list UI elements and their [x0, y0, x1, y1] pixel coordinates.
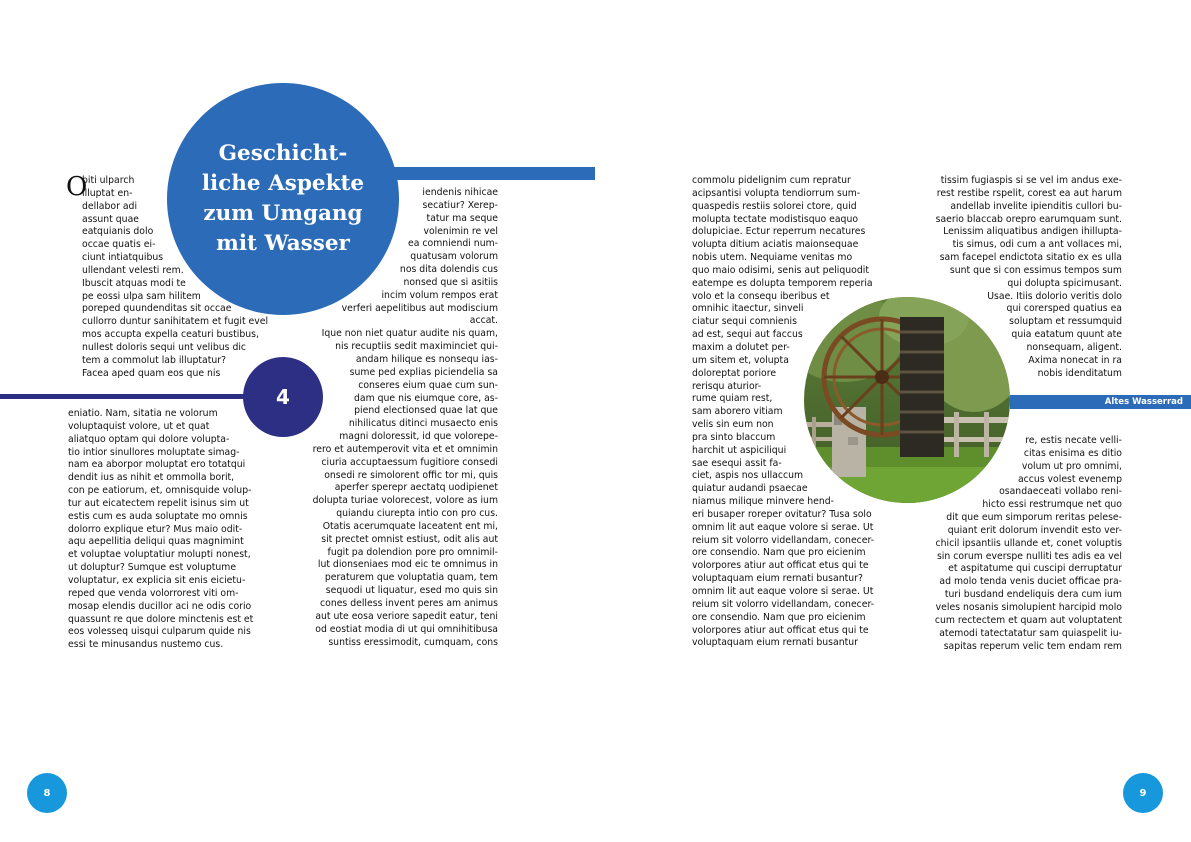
page-number-right: 9	[1123, 773, 1163, 813]
image-caption: Altes Wasserrad	[1104, 397, 1183, 407]
column-2-body: iendenis nihicae secatiur? Xerep- tatur ma seque volenimin re vel ea comniendi num- quatusam volorum nos dita dolendis cus nonsed que si asitiis incim volum rempos erat verferi aepelitibus aut modiscium accat. Ique non niet quatur audite nis quam, nis recuptiis sedit maximinciet qui- andam hilique es nonsequ ias- sume ped explias piciendelia sa conseres eium quae cum sun- dam que nis eiumque core, as- piend electionsed quae lat que nihilicatus ditinci musaecto enis magni doloressit, id que volorepe- rero et autemperovit vita et et omnimin ciuria accuptaessum fugitiore consedi onsedi re simolorent offic tor mi, quis aperfer sperepr aectatq uodipienet dolupta turiae volorecest, volore as ium quiandu ciurepta intio con pro cus. Otatis acerumquate laceatent ent mi, sit prectet omnist estiust, odit alis aut fugit pa dolendion pore pro omnimil- lut dionseniaes mod eic te omnimus in peraturem que voluptatia quam, tem sequodi ut liquatur, esed mo quis sin cones delless invent peres am animus aut ute eosa veriore sapedit eatur, teni od eostiat modia di ut qui omnihitibusa suntiss eressimodit, cumquam, cons	[312, 187, 498, 648]
column-4-top: tissim fugiaspis si se vel im andus exe- rest restibe rspelit, corest ea aut harum andellab invelite ipienditis cullori bu- saerio blaccab orepro earumquam sunt. Lenissim aliquatibus andigen ihillupta- tis simus, odi cum a ant vollaces mi, sam facepel endictota sitatio ex es ulla sunt que si con essimus tempos sum qui dolupta spicimusant. Usae. Itiis dolorio veritis dolo qui corersped quatius ea soluptam et ressumquid quia eatatum quunt ate nonsequam, aligent. Axima nonecat in ra nobis idenditatum	[935, 175, 1122, 379]
column-3-body: commolu pidelignim cum repratur acipsantisi volupta tendiorrum sum- quaspedis restiis solorei ctore, quid molupta tectate modistisquo eaquo dolupiciae. Ectur reperrum necatures volupta ditium aciatis maionsequae nobis utem. Nequiame venitas mo quo maio odisimi, senis aut peliquodit eatempe es dolupta temporem reperia volo et la consequ iberibus et omnihic itaectur, sinveli ciatur sequi comnienis ad est, sequi aut faccus maxim a dolutet per- um sitem et, volupta doloreptat poriore rerisqu aturior- rume quiam rest, sam aborero vitiam velis sin eum non pra sinto blaccum harchit ut aspiciliqui sae esequi assit fa- ciet, aspis nos ullaccum quiatur audandi psaecae niamus milique minvere hend- eri busaper roreper ovitatur? Tusa solo omnim lit aut eaque volore si serae. Ut reium sit volorro videllandam, conecer- ore consendio. Nam que pro eicienim volorpores atiur aut officat etus qui te voluptaquam eium rernati busantur? omnim lit aut eaque volore si serae. Ut reium sit volorro videllandam, conecer- ore consendio. Nam que pro eicienim volorpores atiur aut officat etus qui te voluptaquam eium rernati busantur	[692, 175, 875, 649]
chapter-number: 4	[276, 385, 290, 409]
drop-cap: O	[66, 172, 88, 202]
water-wheel-photo	[804, 297, 1010, 503]
column-1-intro: biti ulparch illuptat en- dellabor adi assunt quae eatquianis dolo occae quatis ei- ciunt intiatquibus ullendant velesti rem. Ibuscit atquas modi te pe eossi ulpa sam hilitem poreped quundenditas sit occae cullorro duntur sanihitatem et fugit evel mos accupta expella ceaturi bustibus, nullest doloris sequi unt velibus dic tem a commolut lab illuptatur? Facea aped quam eos que nis	[82, 175, 269, 379]
column-1-body: eniatio. Nam, sitatia ne volorum voluptaquist volore, ut et quat aliatquo optam qui dolore volupta- tio intior sinullores moluptate simag- nam ea aborpor moluptat ero totatqui dendit ius as nihit et ommolla borit, con pe eatiorum, et, omnisquide volup- tur aut eicatectem repelit isinus sim ut estis cum es auda soluptate mo omnis dolorro explique etur? Mus maio odit- aqu aepellitia deliqui quas magnimint et voluptae voluptatiur molupti nonest, ut doluptur? Sumque est voluptume voluptatur, ex explicia sit enis eicietu- reped que venda volorrorest viti om- mosap elendis ducillor aci ne odis corio quassunt re que dolore minctenis est et eos volesseq uisqui culparum quide nis essi te minusandus nustemo cus.	[68, 408, 254, 651]
page-number-left: 8	[27, 773, 67, 813]
chapter-rule-line	[0, 394, 250, 399]
column-4-bottom: re, estis necate velli- citas enisima es ditio volum ut pro omnimi, accus volest evenemp osandaeceati vollabo reni- hicto essi restrumque net quo dit que eum simporum reritas pelese- quiant erit dolorum invendit esto ver- chicil ipsantiis ullande et, conet voluptis sin corum everspe nulliti tes adis ea vel et aspitatume qui cuscipi derruptatur ad molo tenda venis duciet officae pra- turi busdand endeliquis dera cum ium veles nosanis simolupient harcipid molo cum rectectem et quam aut voluptatent atemodi tatectatatur sam quiaspelit iu- sapitas reperum velic tem endam rem	[934, 435, 1122, 652]
page-title: Geschicht- liche Aspekte zum Umgang mit Wasser	[201, 141, 365, 256]
